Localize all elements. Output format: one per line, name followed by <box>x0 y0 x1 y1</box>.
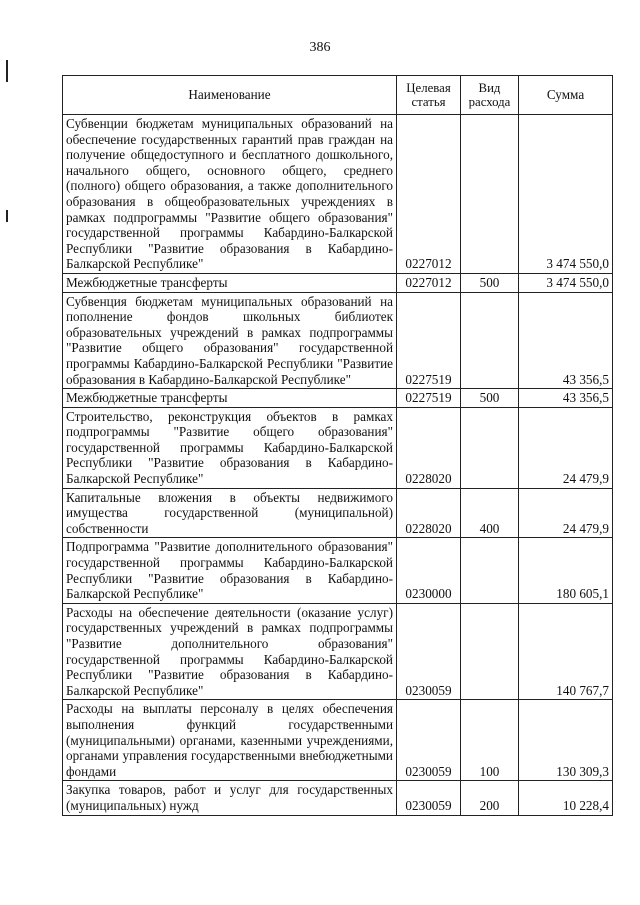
row-type: 400 <box>461 488 519 538</box>
row-code: 0230059 <box>397 603 461 700</box>
row-name: Субвенция бюджетам муниципальных образований на пополнение фондов школьных библиотек образовательных учреждений в рамках подпрограммы "Развитие общего образования" государственной программы Кабардино-Балкарской Республики "Развитие образования в Кабардино-Балкарской Республике" <box>63 292 397 389</box>
row-sum: 10 228,4 <box>519 781 613 815</box>
row-type: 500 <box>461 389 519 408</box>
row-name: Закупка товаров, работ и услуг для государственных (муниципальных) нужд <box>63 781 397 815</box>
row-name: Расходы на обеспечение деятельности (оказание услуг) государственных учреждений в рамках подпрограммы "Развитие дополнительного образования" государственной программы Кабардино-Балкарской Республики "Развитие образования в Кабардино-Балкарской Республике" <box>63 603 397 700</box>
row-name: Межбюджетные трансферты <box>63 273 397 292</box>
table-row <box>63 700 613 781</box>
row-type: 200 <box>461 781 519 815</box>
row-type <box>461 115 519 274</box>
row-sum: 24 479,9 <box>519 488 613 538</box>
row-code: 0227012 <box>397 115 461 274</box>
row-name: Капитальные вложения в объекты недвижимого имущества государственной (муниципальной) собственности <box>63 488 397 538</box>
row-sum: 3 474 550,0 <box>519 273 613 292</box>
table-row <box>63 115 613 274</box>
row-name: Расходы на выплаты персоналу в целях обеспечения выполнения функций государственными (муниципальными) органами, казенными учреждениями, органами управления государственными внебюджетными фондами <box>63 700 397 781</box>
row-code: 0230059 <box>397 781 461 815</box>
table-row <box>63 488 613 538</box>
row-type <box>461 292 519 389</box>
row-sum: 43 356,5 <box>519 389 613 408</box>
table-row <box>63 273 613 292</box>
table-row <box>63 538 613 603</box>
row-sum: 140 767,7 <box>519 603 613 700</box>
row-type: 500 <box>461 273 519 292</box>
row-sum: 180 605,1 <box>519 538 613 603</box>
row-type: 100 <box>461 700 519 781</box>
margin-mark <box>6 210 8 222</box>
row-name: Подпрограмма "Развитие дополнительного образования" государственной программы Кабардино-Балкарской Республики "Развитие образования в Кабардино-Балкарской Республике" <box>63 538 397 603</box>
table-row <box>63 292 613 389</box>
table-row <box>63 407 613 488</box>
row-name: Субвенции бюджетам муниципальных образований на обеспечение государственных гарантий прав граждан на получение общедоступного и бесплатного дошкольного, начального общего, основного общего, среднего (полного) общего образования, а также дополнительного образования в общеобразовательных учреждениях в рамках подпрограммы "Развитие общего образования" государственной программы Кабардино-Балкарской Республики "Развитие образования в Кабардино-Балкарской Республике" <box>63 115 397 274</box>
page-number: 386 <box>309 40 331 55</box>
row-code: 0227012 <box>397 273 461 292</box>
row-code: 0227519 <box>397 292 461 389</box>
row-name: Строительство, реконструкция объектов в рамках подпрограммы "Развитие общего образования" государственной программы Кабардино-Балкарской Республики "Развитие образования в Кабардино-Балкарской Республике" <box>63 407 397 488</box>
row-code: 0228020 <box>397 407 461 488</box>
row-code: 0227519 <box>397 389 461 408</box>
row-sum: 24 479,9 <box>519 407 613 488</box>
row-code: 0230059 <box>397 700 461 781</box>
row-name: Межбюджетные трансферты <box>63 389 397 408</box>
budget-table <box>62 75 613 816</box>
margin-mark <box>6 60 8 82</box>
row-type <box>461 407 519 488</box>
row-code: 0230000 <box>397 538 461 603</box>
row-code: 0228020 <box>397 488 461 538</box>
row-sum: 3 474 550,0 <box>519 115 613 274</box>
row-type <box>461 603 519 700</box>
row-type <box>461 538 519 603</box>
row-sum: 43 356,5 <box>519 292 613 389</box>
table-row <box>63 603 613 700</box>
table-row <box>63 389 613 408</box>
table-row <box>63 781 613 815</box>
header-name: Наименование <box>63 76 397 115</box>
header-sum: Сумма <box>519 76 613 115</box>
row-sum: 130 309,3 <box>519 700 613 781</box>
header-type: Вид расхода <box>461 76 519 115</box>
header-code: Целевая статья <box>397 76 461 115</box>
table-header-row <box>63 76 613 115</box>
